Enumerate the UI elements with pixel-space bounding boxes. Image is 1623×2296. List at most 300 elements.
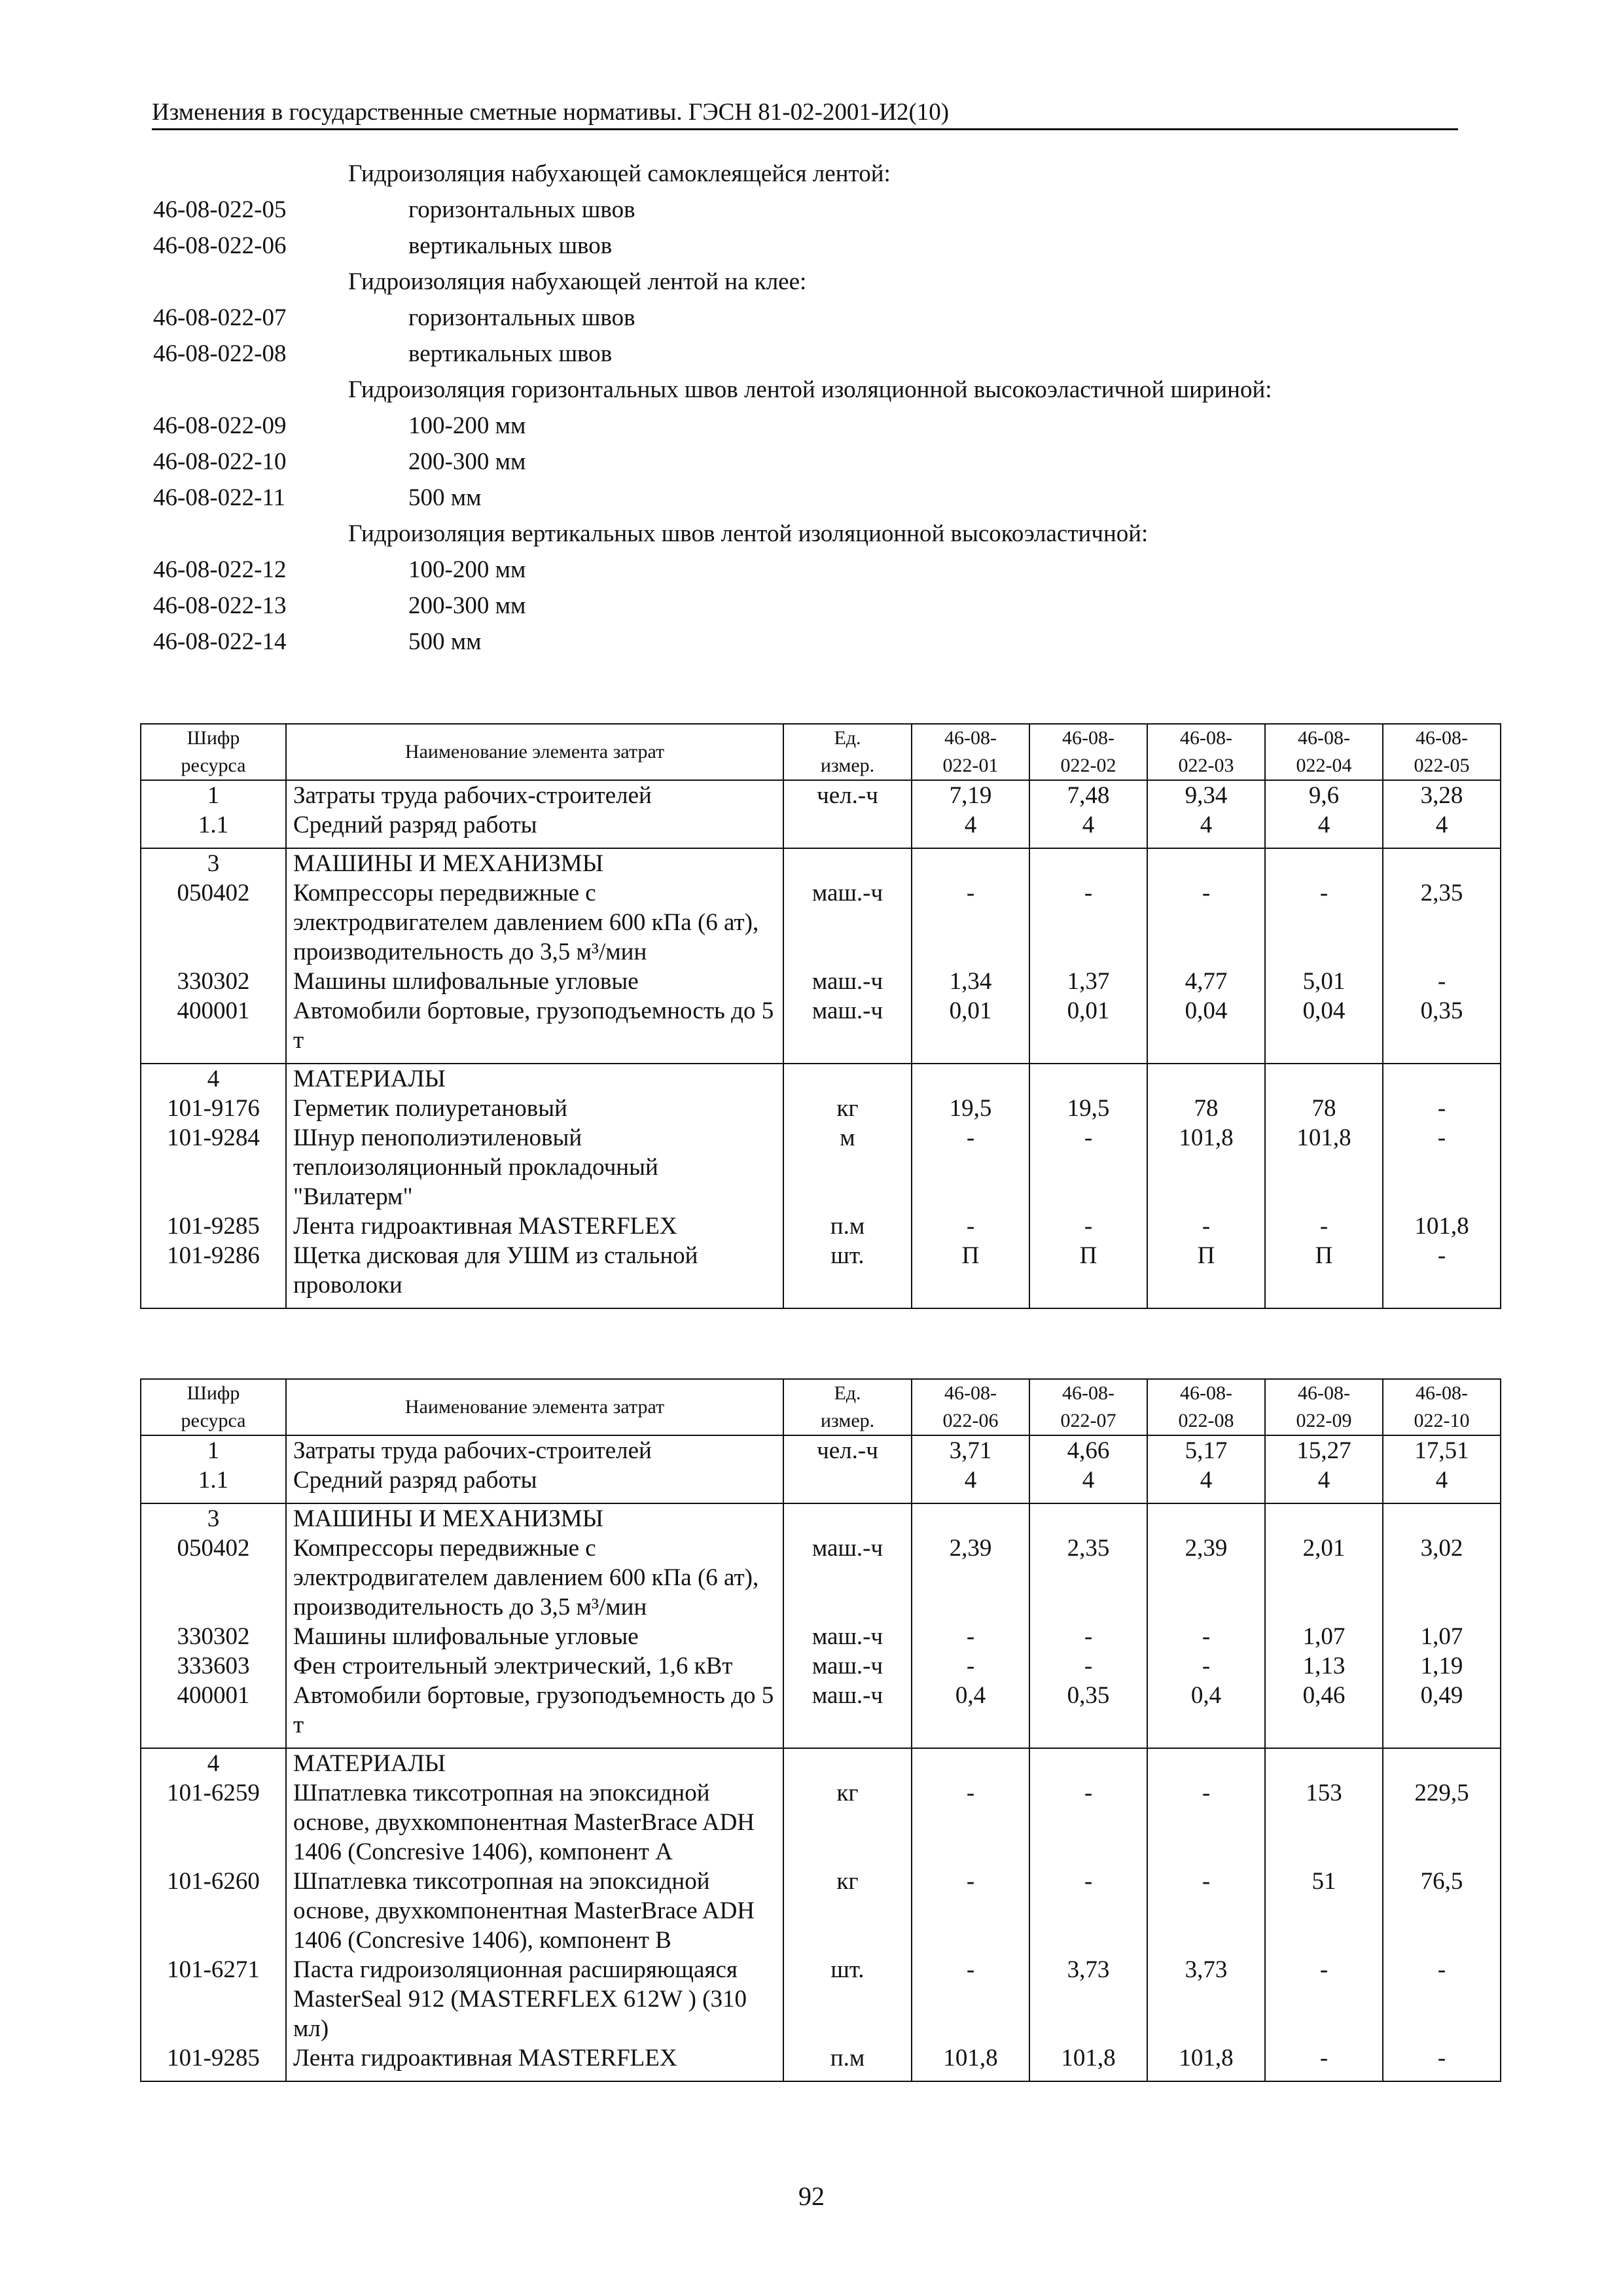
- norm-value: 19,5: [1029, 1094, 1147, 1123]
- header-line: 46-08-: [1298, 1382, 1350, 1404]
- table-row: [141, 1094, 1501, 1123]
- code-list-item: [152, 336, 1487, 372]
- header-norm-code: [1383, 1379, 1501, 1435]
- resource-unit: п.м: [783, 2043, 912, 2081]
- norm-value: -: [1383, 1241, 1501, 1308]
- group-title: Гидроизоляция набухающей самоклеящейся лентой:: [348, 160, 891, 187]
- resource-name: Фен строительный электрический, 1,6 кВт: [286, 1651, 783, 1681]
- norm-value: [1147, 1748, 1265, 1778]
- norm-code: 46-08-022-14: [153, 628, 287, 655]
- resource-code: 4: [141, 1064, 286, 1094]
- resource-unit: маш.-ч: [783, 967, 912, 996]
- norm-value: 2,35: [1029, 1534, 1147, 1622]
- resource-code: 101-6271: [141, 1955, 286, 2043]
- norm-value: 4: [1029, 1465, 1147, 1503]
- resource-code: 101-9284: [141, 1123, 286, 1211]
- table-row: [141, 1503, 1501, 1534]
- norm-code: 46-08-022-09: [153, 412, 287, 439]
- norm-value: 5,01: [1265, 967, 1383, 996]
- norm-value: 1,37: [1029, 967, 1147, 996]
- resource-unit: [783, 1503, 912, 1534]
- resource-code: 101-6259: [141, 1778, 286, 1867]
- resource-name: Затраты труда рабочих-строителей: [286, 780, 783, 810]
- item-description: 100-200 мм: [408, 412, 526, 439]
- norm-value: 4: [1029, 810, 1147, 848]
- norm-value: [912, 1748, 1029, 1778]
- resource-code: 050402: [141, 878, 286, 967]
- resource-code: 330302: [141, 967, 286, 996]
- item-description: 500 мм: [408, 484, 482, 511]
- resource-code: 3: [141, 1503, 286, 1534]
- resource-name: Компрессоры передвижные с электродвигателем давлением 600 кПа (6 ат), производительность до 3,5 м³/мин: [286, 878, 783, 967]
- norm-value: -: [912, 1778, 1029, 1867]
- norm-value: 0,4: [1147, 1681, 1265, 1748]
- header-line: 46-08-: [1062, 1382, 1115, 1404]
- norm-value: -: [1265, 878, 1383, 967]
- header-line: ресурса: [181, 1410, 246, 1431]
- resource-unit: маш.-ч: [783, 1534, 912, 1622]
- header-norm-code: [912, 1379, 1029, 1435]
- item-description: вертикальных швов: [408, 340, 613, 367]
- norm-value: -: [1147, 878, 1265, 967]
- resource-unit: м: [783, 1123, 912, 1211]
- norm-value: -: [1147, 1651, 1265, 1681]
- norm-value: 0,35: [1383, 996, 1501, 1064]
- code-list-item: [152, 480, 1487, 516]
- norm-value: -: [1029, 1622, 1147, 1651]
- norm-value: [1265, 1064, 1383, 1094]
- resource-unit: шт.: [783, 1241, 912, 1308]
- header-line: 022-10: [1414, 1410, 1470, 1431]
- norm-value: 4: [1265, 1465, 1383, 1503]
- norm-value: 1,19: [1383, 1651, 1501, 1681]
- norm-value: [1383, 848, 1501, 878]
- resource-name: Лента гидроактивная MASTERFLEX: [286, 2043, 783, 2081]
- norm-value: 2,39: [1147, 1534, 1265, 1622]
- norm-value: 4,77: [1147, 967, 1265, 996]
- norm-value: 78: [1147, 1094, 1265, 1123]
- norm-value: 5,17: [1147, 1435, 1265, 1465]
- norm-value: -: [1029, 1867, 1147, 1955]
- header-line: 022-01: [942, 755, 999, 776]
- norm-code: 46-08-022-11: [153, 484, 286, 511]
- resource-unit: маш.-ч: [783, 878, 912, 967]
- norm-value: 4: [1383, 1465, 1501, 1503]
- resource-name: Автомобили бортовые, грузоподъемность до 5 т: [286, 996, 783, 1064]
- table-row: [141, 780, 1501, 810]
- header-line: Шифр: [187, 727, 240, 749]
- resource-code: 101-9285: [141, 1211, 286, 1241]
- norm-value: 17,51: [1383, 1435, 1501, 1465]
- resource-unit: [783, 810, 912, 848]
- header-line: 46-08-: [1416, 727, 1468, 749]
- table-row: [141, 1241, 1501, 1308]
- resource-table-2: [140, 1378, 1501, 2082]
- header-line: Ед.: [834, 1382, 861, 1404]
- norm-value: -: [1147, 1867, 1265, 1955]
- header-line: Ед.: [834, 727, 861, 749]
- norm-value: 2,39: [912, 1534, 1029, 1622]
- resource-code: 333603: [141, 1651, 286, 1681]
- resource-name: МАШИНЫ И МЕХАНИЗМЫ: [286, 848, 783, 878]
- norm-value: -: [1029, 878, 1147, 967]
- table-row: [141, 810, 1501, 848]
- resource-code: 3: [141, 848, 286, 878]
- norm-value: 9,34: [1147, 780, 1265, 810]
- norm-value: 1,07: [1265, 1622, 1383, 1651]
- table-row: [141, 1955, 1501, 2043]
- resource-code: 1.1: [141, 810, 286, 848]
- norm-value: 2,35: [1383, 878, 1501, 967]
- table-row: [141, 1651, 1501, 1681]
- resource-name: Лента гидроактивная MASTERFLEX: [286, 1211, 783, 1241]
- group-title: Гидроизоляция вертикальных швов лентой изоляционной высокоэластичной:: [348, 520, 1149, 547]
- group-title: Гидроизоляция горизонтальных швов лентой изоляционной высокоэластичной шириной:: [348, 376, 1272, 403]
- header-line: 022-09: [1296, 1410, 1352, 1431]
- norm-value: 0,04: [1147, 996, 1265, 1064]
- norm-value: 9,6: [1265, 780, 1383, 810]
- resource-code: 101-9286: [141, 1241, 286, 1308]
- resource-unit: [783, 1748, 912, 1778]
- resource-name: Шпатлевка тиксотропная на эпоксидной основе, двухкомпонентная MasterBrace ADH 1406 (Concresive 1406), компонент В: [286, 1867, 783, 1955]
- norm-value: -: [1029, 1211, 1147, 1241]
- norm-value: [1265, 848, 1383, 878]
- resource-name: МАШИНЫ И МЕХАНИЗМЫ: [286, 1503, 783, 1534]
- resource-unit: чел.-ч: [783, 780, 912, 810]
- table-row: [141, 1867, 1501, 1955]
- norm-value: -: [1383, 2043, 1501, 2081]
- norm-code: 46-08-022-05: [153, 196, 287, 223]
- norm-value: 101,8: [1265, 1123, 1383, 1211]
- resource-code: 101-6260: [141, 1867, 286, 1955]
- table-row: [141, 967, 1501, 996]
- item-description: вертикальных швов: [408, 232, 613, 259]
- header-line: 46-08-: [944, 727, 997, 749]
- item-description: 200-300 мм: [408, 448, 526, 475]
- norm-value: 101,8: [1147, 1123, 1265, 1211]
- norm-value: 101,8: [912, 2043, 1029, 2081]
- norm-value: -: [1029, 1123, 1147, 1211]
- norm-value: П: [912, 1241, 1029, 1308]
- header-norm-code: [912, 724, 1029, 780]
- header-unit: [783, 1379, 912, 1435]
- norm-value: [1265, 1748, 1383, 1778]
- table-row: [141, 996, 1501, 1064]
- norm-value: [912, 1503, 1029, 1534]
- norm-value: [1029, 1064, 1147, 1094]
- norm-value: [912, 848, 1029, 878]
- norm-value: -: [912, 1211, 1029, 1241]
- norm-code: 46-08-022-08: [153, 340, 287, 367]
- norm-value: -: [912, 1955, 1029, 2043]
- header-line: 022-04: [1296, 755, 1352, 776]
- resource-code: 101-9285: [141, 2043, 286, 2081]
- header-unit: [783, 724, 912, 780]
- header-line: 46-08-: [1180, 1382, 1232, 1404]
- code-list-item: [152, 624, 1487, 660]
- header-norm-code: [1029, 1379, 1147, 1435]
- table-row: [141, 1681, 1501, 1748]
- norm-value: 1,07: [1383, 1622, 1501, 1651]
- norm-value: 101,8: [1383, 1211, 1501, 1241]
- resource-code: 050402: [141, 1534, 286, 1622]
- resource-code: 1: [141, 1435, 286, 1465]
- norm-value: -: [912, 878, 1029, 967]
- resource-unit: [783, 1064, 912, 1094]
- norm-code: 46-08-022-13: [153, 592, 287, 619]
- norm-value: -: [1383, 967, 1501, 996]
- header-line: ресурса: [181, 755, 246, 776]
- norm-value: П: [1147, 1241, 1265, 1308]
- norm-value: 0,4: [912, 1681, 1029, 1748]
- resource-name: Паста гидроизоляционная расширяющаяся MasterSeal 912 (MASTERFLEX 612W ) (310 мл): [286, 1955, 783, 2043]
- table-row: [141, 1064, 1501, 1094]
- norm-value: 2,01: [1265, 1534, 1383, 1622]
- resource-unit: маш.-ч: [783, 996, 912, 1064]
- norm-value: П: [1029, 1241, 1147, 1308]
- norm-value: 101,8: [1147, 2043, 1265, 2081]
- norm-value: 229,5: [1383, 1778, 1501, 1867]
- resource-name: Шпатлевка тиксотропная на эпоксидной основе, двухкомпонентная MasterBrace ADH 1406 (Concresive 1406), компонент А: [286, 1778, 783, 1867]
- norm-value: 3,28: [1383, 780, 1501, 810]
- norm-value: -: [912, 1622, 1029, 1651]
- code-list-item: [152, 444, 1487, 480]
- resource-unit: шт.: [783, 1955, 912, 2043]
- resource-name: Затраты труда рабочих-строителей: [286, 1435, 783, 1465]
- page-header: Изменения в государственные сметные нормативы. ГЭСН 81-02-2001-И2(10): [152, 98, 1458, 130]
- table-row: [141, 848, 1501, 878]
- resource-name: МАТЕРИАЛЫ: [286, 1064, 783, 1094]
- resource-unit: кг: [783, 1094, 912, 1123]
- norm-value: 1,13: [1265, 1651, 1383, 1681]
- header-line: 022-08: [1178, 1410, 1234, 1431]
- code-list-group: [152, 516, 1487, 552]
- header-name: Наименование элемента затрат: [286, 724, 783, 780]
- norm-value: 0,35: [1029, 1681, 1147, 1748]
- norm-value: 15,27: [1265, 1435, 1383, 1465]
- table-section: [141, 848, 1501, 1064]
- norm-value: [1029, 1748, 1147, 1778]
- norm-value: -: [1029, 1778, 1147, 1867]
- resource-unit: п.м: [783, 1211, 912, 1241]
- header-norm-code: [1029, 724, 1147, 780]
- norm-value: 7,48: [1029, 780, 1147, 810]
- resource-code: 1.1: [141, 1465, 286, 1503]
- norm-value: 51: [1265, 1867, 1383, 1955]
- item-description: 100-200 мм: [408, 556, 526, 583]
- header-row: [141, 724, 1501, 780]
- header-line: 46-08-: [944, 1382, 997, 1404]
- table-row: [141, 1622, 1501, 1651]
- norm-value: 153: [1265, 1778, 1383, 1867]
- norm-value: 4: [1147, 810, 1265, 848]
- header-line: 022-05: [1414, 755, 1470, 776]
- code-list-group: [152, 264, 1487, 300]
- resource-code: 1: [141, 780, 286, 810]
- norm-value: [1147, 1503, 1265, 1534]
- norm-code: 46-08-022-06: [153, 232, 287, 259]
- header-line: 46-08-: [1180, 727, 1232, 749]
- header-row: [141, 1379, 1501, 1435]
- resource-name: Средний разряд работы: [286, 810, 783, 848]
- resource-unit: маш.-ч: [783, 1622, 912, 1651]
- table-section: [141, 780, 1501, 848]
- resource-name: Щетка дисковая для УШМ из стальной проволоки: [286, 1241, 783, 1308]
- resource-code: 330302: [141, 1622, 286, 1651]
- table-row: [141, 1123, 1501, 1211]
- norm-value: 4: [1147, 1465, 1265, 1503]
- norm-value: -: [1383, 1955, 1501, 2043]
- norm-code: 46-08-022-07: [153, 304, 287, 331]
- resource-table-1: [140, 723, 1501, 1309]
- header-line: измер.: [820, 755, 875, 776]
- norm-value: [1265, 1503, 1383, 1534]
- norm-value: 0,46: [1265, 1681, 1383, 1748]
- header-line: 022-02: [1060, 755, 1116, 776]
- norm-value: [1383, 1503, 1501, 1534]
- table-section: [141, 1064, 1501, 1308]
- norm-value: -: [912, 1651, 1029, 1681]
- norm-value: [1029, 1503, 1147, 1534]
- table-row: [141, 1435, 1501, 1465]
- resource-unit: кг: [783, 1867, 912, 1955]
- header-name: Наименование элемента затрат: [286, 1379, 783, 1435]
- header-line: 46-08-: [1298, 727, 1350, 749]
- norm-value: -: [912, 1123, 1029, 1211]
- table-header: [141, 1379, 1501, 1435]
- resource-unit: кг: [783, 1778, 912, 1867]
- code-list-item: [152, 228, 1487, 264]
- header-norm-code: [1147, 724, 1265, 780]
- header-norm-code: [1383, 724, 1501, 780]
- header-line: 022-06: [942, 1410, 999, 1431]
- table-header: [141, 724, 1501, 780]
- norm-value: 0,01: [1029, 996, 1147, 1064]
- resource-unit: [783, 848, 912, 878]
- norm-code-list: [152, 156, 1487, 660]
- norm-value: 3,73: [1029, 1955, 1147, 2043]
- resource-name: МАТЕРИАЛЫ: [286, 1748, 783, 1778]
- norm-value: 3,71: [912, 1435, 1029, 1465]
- header-line: 022-07: [1060, 1410, 1116, 1431]
- code-list-group: [152, 156, 1487, 192]
- header-line: 022-03: [1178, 755, 1234, 776]
- table-row: [141, 1465, 1501, 1503]
- norm-code: 46-08-022-12: [153, 556, 287, 583]
- resource-code: 101-9176: [141, 1094, 286, 1123]
- resource-name: Машины шлифовальные угловые: [286, 1622, 783, 1651]
- norm-value: [1029, 848, 1147, 878]
- item-description: горизонтальных швов: [408, 304, 635, 331]
- norm-value: 3,02: [1383, 1534, 1501, 1622]
- norm-value: 19,5: [912, 1094, 1029, 1123]
- norm-value: -: [1265, 1955, 1383, 2043]
- norm-value: 0,04: [1265, 996, 1383, 1064]
- table-section: [141, 1503, 1501, 1748]
- norm-value: -: [1383, 1094, 1501, 1123]
- table-row: [141, 2043, 1501, 2081]
- resource-unit: [783, 1465, 912, 1503]
- header-line: Шифр: [187, 1382, 240, 1404]
- code-list-group: [152, 372, 1487, 408]
- table-row: [141, 1748, 1501, 1778]
- table-row: [141, 1534, 1501, 1622]
- page-number: 92: [798, 2181, 825, 2211]
- table-row: [141, 1778, 1501, 1867]
- header-resource-code: [141, 724, 286, 780]
- item-description: 500 мм: [408, 628, 482, 655]
- norm-value: -: [1147, 1211, 1265, 1241]
- resource-code: 400001: [141, 1681, 286, 1748]
- header-norm-code: [1147, 1379, 1265, 1435]
- header-line: 46-08-: [1062, 727, 1115, 749]
- norm-value: 4: [1383, 810, 1501, 848]
- resource-name: Средний разряд работы: [286, 1465, 783, 1503]
- header-line: измер.: [820, 1410, 875, 1431]
- code-list-item: [152, 552, 1487, 588]
- norm-value: -: [912, 1867, 1029, 1955]
- table-row: [141, 1211, 1501, 1241]
- item-description: 200-300 мм: [408, 592, 526, 619]
- norm-code: 46-08-022-10: [153, 448, 287, 475]
- item-description: горизонтальных швов: [408, 196, 635, 223]
- table-section: [141, 1748, 1501, 2081]
- norm-value: -: [1147, 1778, 1265, 1867]
- norm-value: [1383, 1064, 1501, 1094]
- resource-name: Шнур пенополиэтиленовый теплоизоляционный прокладочный "Вилатерм": [286, 1123, 783, 1211]
- resource-unit: маш.-ч: [783, 1681, 912, 1748]
- norm-value: [1147, 848, 1265, 878]
- norm-value: [912, 1064, 1029, 1094]
- group-title: Гидроизоляция набухающей лентой на клее:: [348, 268, 807, 295]
- resource-unit: чел.-ч: [783, 1435, 912, 1465]
- header-resource-code: [141, 1379, 286, 1435]
- norm-value: -: [1265, 2043, 1383, 2081]
- header-norm-code: [1265, 724, 1383, 780]
- table-row: [141, 878, 1501, 967]
- header-line: 46-08-: [1416, 1382, 1468, 1404]
- norm-value: 4: [912, 1465, 1029, 1503]
- resource-name: Компрессоры передвижные с электродвигателем давлением 600 кПа (6 ат), производительность до 3,5 м³/мин: [286, 1534, 783, 1622]
- code-list-item: [152, 408, 1487, 444]
- norm-value: 0,49: [1383, 1681, 1501, 1748]
- norm-value: П: [1265, 1241, 1383, 1308]
- norm-value: -: [1029, 1651, 1147, 1681]
- norm-value: -: [1265, 1211, 1383, 1241]
- norm-value: 0,01: [912, 996, 1029, 1064]
- norm-value: [1383, 1748, 1501, 1778]
- norm-value: 76,5: [1383, 1867, 1501, 1955]
- norm-value: 3,73: [1147, 1955, 1265, 2043]
- norm-value: [1147, 1064, 1265, 1094]
- norm-value: -: [1147, 1622, 1265, 1651]
- resource-code: 4: [141, 1748, 286, 1778]
- header-norm-code: [1265, 1379, 1383, 1435]
- norm-value: 101,8: [1029, 2043, 1147, 2081]
- code-list-item: [152, 588, 1487, 624]
- norm-value: 4: [1265, 810, 1383, 848]
- table-section: [141, 1435, 1501, 1503]
- resource-name: Машины шлифовальные угловые: [286, 967, 783, 996]
- norm-value: -: [1383, 1123, 1501, 1211]
- norm-value: 4: [912, 810, 1029, 848]
- norm-value: 78: [1265, 1094, 1383, 1123]
- code-list-item: [152, 192, 1487, 228]
- resource-unit: маш.-ч: [783, 1651, 912, 1681]
- norm-value: 7,19: [912, 780, 1029, 810]
- resource-name: Герметик полиуретановый: [286, 1094, 783, 1123]
- code-list-item: [152, 300, 1487, 336]
